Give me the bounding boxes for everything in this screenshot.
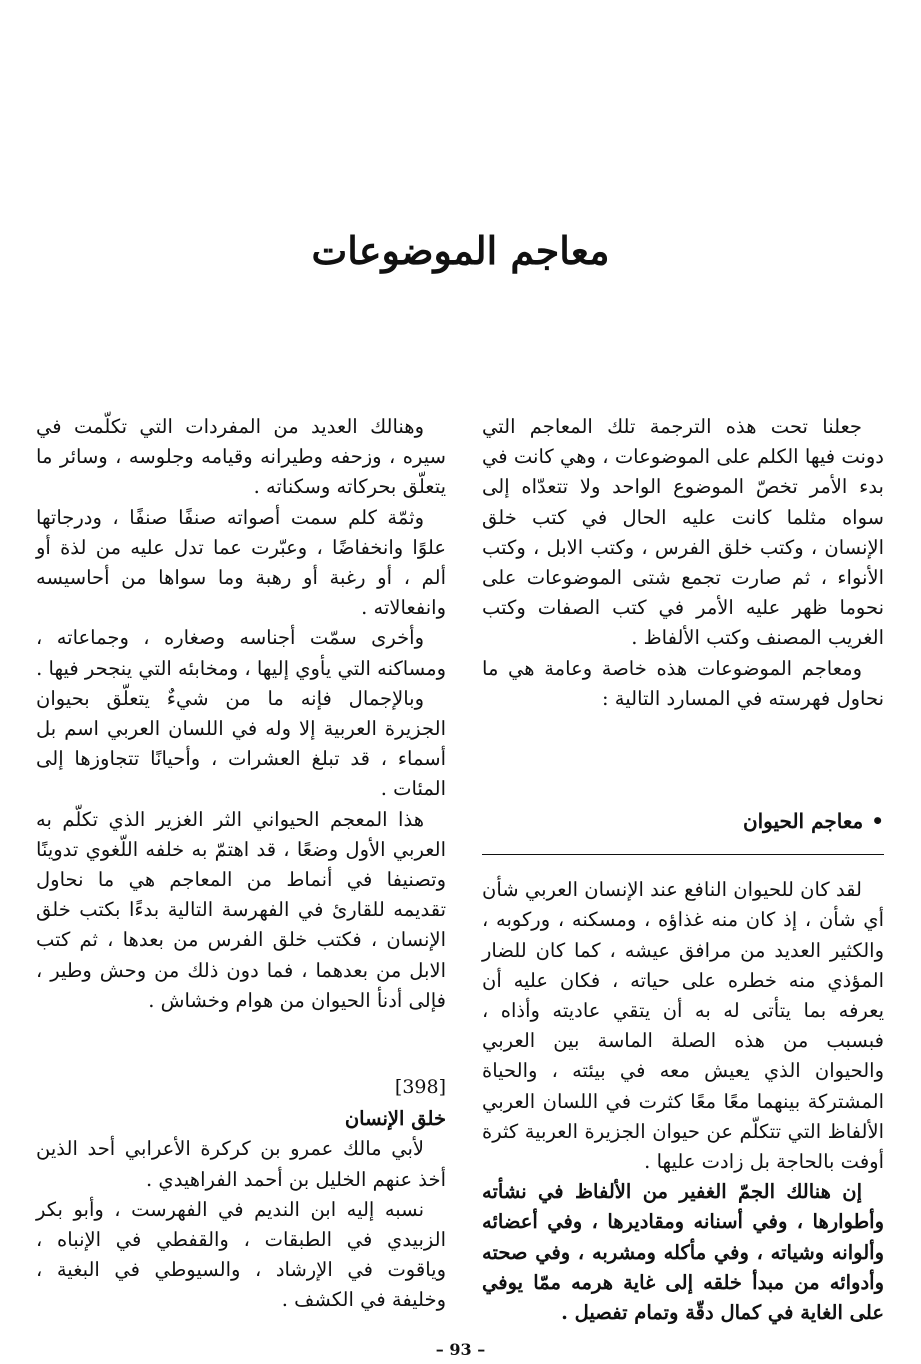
body-paragraph: وهنالك العديد من المفردات التي تكلّمت في سيره ، وزحفه وطيرانه وقيامه وجلوسه ، وسائر ما يتعلّق بحركاته وسكناته . — [36, 415, 446, 499]
section-heading-label: معاجم الحيوان — [742, 809, 864, 834]
right-column — [482, 412, 884, 1328]
bullet-icon: • — [871, 809, 884, 834]
body-paragraph: إن هنالك الجمّ الغفير من الألفاظ في نشأته وأطوارها ، وفي أسنانه ومقاديرها ، وفي أعضائه وألوانه وشياته ، وفي مأكله ومشربه ، وفي صحته وأدوائه من مبدأ خلقه إلى غاية هرمه ممّا يوفي على الغاية في كمال دقّة وتمام تفصيل . — [482, 1180, 884, 1325]
section-heading — [482, 806, 884, 855]
intro-paragraph: جعلنا تحت هذه الترجمة تلك المعاجم التي دونت فيها الكلم على الموضوعات ، وهي كانت في بدء الأمر تخصّ الموضوع الواحد ولا تتعدّاه إلى سواه مثلما كانت عليه الحال في كتب خلق الإنسان ، وكتب خلق الفرس ، وكتب الابل ، وكتب الأنواء ، ثم صارت تجمع شتى الموضوعات على نحوما ظهر عليه الأمر في كتب الصفات وكتب الغريب المصنف وكتب الألفاظ . — [482, 415, 884, 650]
body-paragraph: وأخرى سمّت أجناسه وصغاره ، وجماعاته ، ومساكنه التي يأوي إليها ، ومخابئه التي ينجحر فيها . — [36, 626, 446, 680]
body-paragraph: لقد كان للحيوان النافع عند الإنسان العربي شأن أي شأن ، إذ كان منه غذاؤه ، ومسكنه ، وركوبه ، والكثير العديد من مرافق عيشه ، كما كان للضار المؤذي منه خطره على حياته ، فكان عليه أن يعرفه بما يتأتى له به أن يتقي عاديته وأذاه ، فبسبب من هذه الصلة الماسة بين العربي والحيوان الذي يعيش معه في بيئته ، والحياة المشتركة بينهما معًا معًا كثرت في اللسان العربي الألفاظ التي تتكلّم عن حيوان الجزيرة العربية كثرة أوفت بالحاجة بل زادت عليها . — [482, 878, 884, 1174]
entry-paragraph: لأبي مالك عمرو بن كركرة الأعرابي أحد الذين أخذ عنهم الخليل بن أحمد الفراهيدي . — [36, 1137, 446, 1191]
left-column — [36, 412, 446, 1316]
page-number: – 93 – — [435, 1340, 486, 1359]
entry-number: [398] — [394, 1076, 446, 1099]
intro-paragraph: ومعاجم الموضوعات هذه خاصة وعامة هي ما نحاول فهرسته في المسارد التالية : — [482, 656, 884, 710]
entry-heading: خلق الإنسان — [344, 1107, 446, 1131]
entry-paragraph: نسبه إليه ابن النديم في الفهرست ، وأبو بكر الزبيدي في الطبقات ، والقفطي في الإنباه ، وياقوت في الإرشاد ، والسيوطي في البغية ، وخليفة في الكشف . — [36, 1197, 446, 1312]
body-paragraph: وبالإجمال فإنه ما من شيءٌ يتعلّق بحيوان الجزيرة العربية إلا وله في اللسان العربي اسم بل أسماء ، قد تبلغ العشرات ، وأحيانًا تتجاوزها إلى المئات . — [36, 686, 446, 801]
body-paragraph: وثمّة كلم سمت أصواته صنفًا صنفًا ، ودرجاتها علوًا وانخفاضًا ، وعبّرت عما تدل عليه من لذة أو ألم ، أو رغبة أو رهبة وما سواها من أحاسيسه وانفعالاته . — [36, 505, 446, 620]
page-title: معاجم الموضوعات — [311, 228, 610, 273]
body-paragraph: هذا المعجم الحيواني الثر الغزير الذي تكلّم به العربي الأول وضعًا ، قد اهتمّ به خلفه اللّغوي تدوينًا وتصنيفا في أنماط من المعاجم هي ما نحاول تقديمه للقارئ في الفهرسة التالية بدءًا بكتب خلق الإنسان ، فكتب خلق الفرس من بعدها ، ثم كتب الابل من بعدهما ، فما دون ذلك من وحش وطير ، فإلى أدنأ الحيوان من هوام وخشاش . — [36, 807, 446, 1012]
